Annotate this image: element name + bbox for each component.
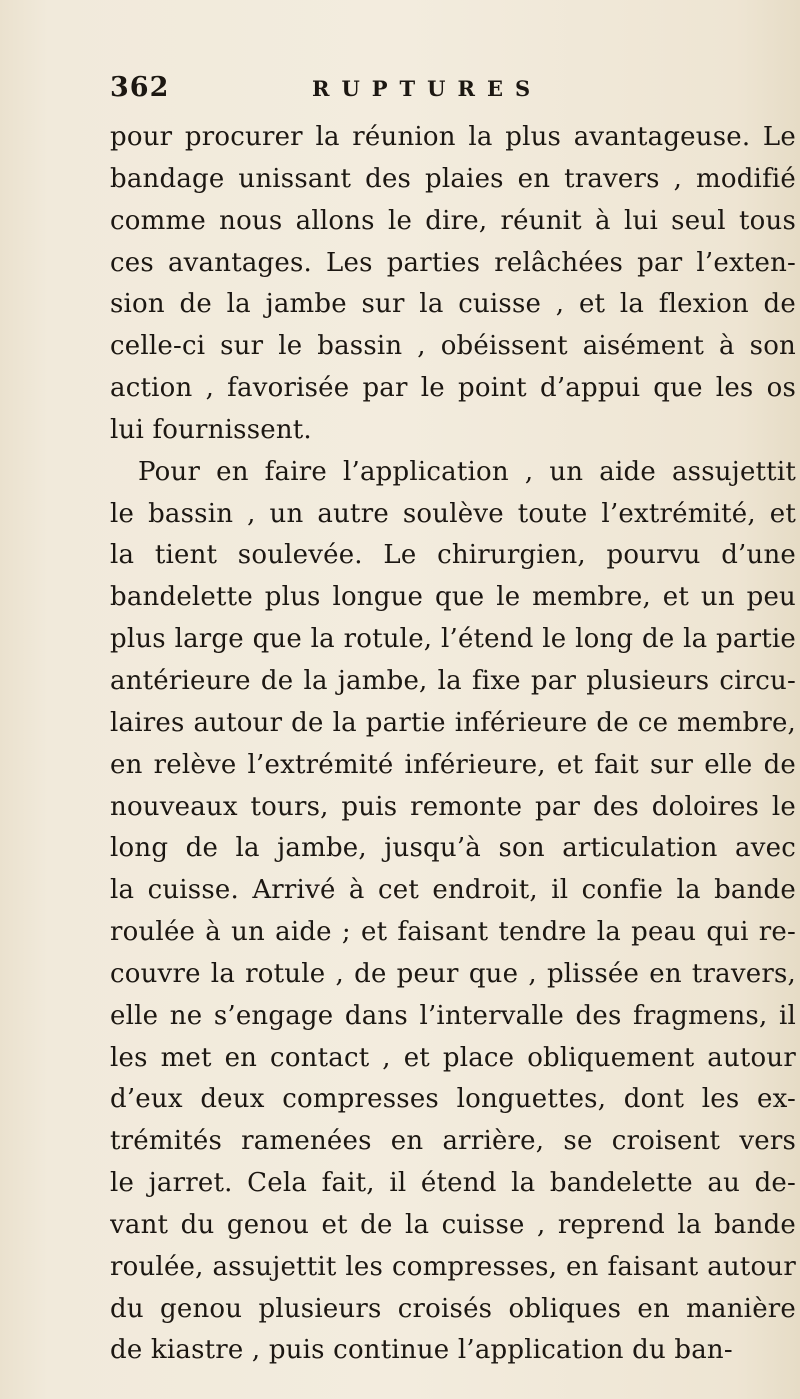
text-line: du genou plusieurs croisés obliques en manière — [110, 1293, 796, 1324]
text-line: roulée, assujettit les compresses, en faisant autour — [110, 1251, 796, 1282]
text-line: plus large que la rotule, l’étend le long de la partie — [110, 624, 796, 655]
text-line: lui fournissent. — [110, 414, 312, 445]
text-line: la cuisse. Arrivé à cet endroit, il confie la bande — [110, 875, 796, 906]
text-line: couvre la rotule , de peur que , plissée en travers, — [110, 958, 796, 989]
paragraph — [110, 117, 800, 452]
text-line: ces avantages. Les parties relâchées par l’exten- — [110, 247, 796, 278]
text-line: antérieure de la jambe, la fixe par plusieurs circu- — [110, 665, 796, 696]
text-line: bandelette plus longue que le membre, et un peu — [110, 582, 796, 613]
text-line: la tient soulevée. Le chirurgien, pourvu d’une — [110, 540, 796, 571]
text-line: roulée à un aide ; et faisant tendre la peau qui re- — [110, 917, 796, 948]
text-line: trémités ramenées en arrière, se croisent vers — [110, 1126, 796, 1157]
text-line: les met en contact , et place obliquement autour — [110, 1042, 796, 1073]
text-line: sion de la jambe sur la cuisse , et la flexion de — [110, 289, 796, 320]
text-line: Pour en faire l’application , un aide assujettit — [138, 456, 796, 487]
text-line: bandage unissant des plaies en travers , modifié — [110, 163, 796, 194]
text-line: comme nous allons le dire, réunit à lui seul tous — [110, 205, 796, 236]
text-line: elle ne s’engage dans l’intervalle des fragmens, il — [110, 1000, 796, 1031]
text-line: vant du genou et de la cuisse , reprend la bande — [110, 1209, 796, 1240]
running-title: RUPTURES — [312, 76, 543, 101]
text-line: le jarret. Cela fait, il étend la bandelette au de- — [110, 1168, 796, 1199]
text-line: action , favorisée par le point d’appui que les os — [110, 373, 796, 404]
page-header — [0, 72, 800, 112]
text-line: de kiastre , puis continue l’application du ban- — [110, 1335, 733, 1366]
body-text — [110, 117, 800, 1372]
page-number: 362 — [110, 72, 170, 103]
text-line: celle-ci sur le bassin , obéissent aisément à son — [110, 331, 796, 362]
text-line: long de la jambe, jusqu’à son articulation avec — [110, 833, 796, 864]
text-line: en relève l’extrémité inférieure, et fait sur elle de — [110, 749, 796, 780]
text-line: laires autour de la partie inférieure de ce membre, — [110, 707, 796, 738]
text-line: nouveaux tours, puis remonte par des doloires le — [110, 791, 796, 822]
text-line: d’eux deux compresses longuettes, dont les ex- — [110, 1084, 796, 1115]
text-line: pour procurer la réunion la plus avantageuse. Le — [110, 122, 796, 152]
text-line: le bassin , un autre soulève toute l’extrémité, et — [110, 498, 796, 529]
paragraph — [110, 452, 800, 1373]
